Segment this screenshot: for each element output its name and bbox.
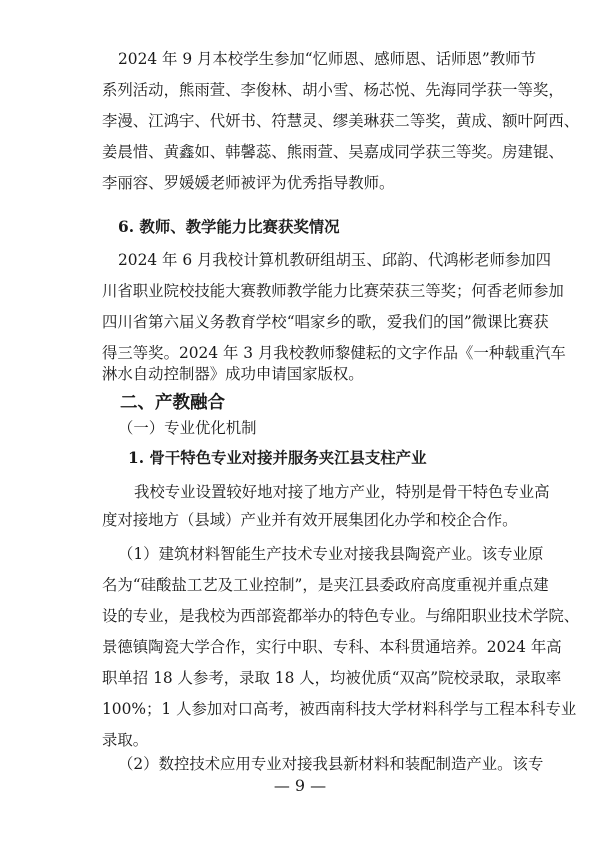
paragraph-line: 景德镇陶瓷大学合作，实行中职、专科、本科贯通培养。2024 年高 (102, 638, 562, 656)
paragraph-line: 2024 年 6 月我校计算机教研组胡玉、邱韵、代鸿彬老师参加四 (118, 251, 552, 269)
paragraph-line: （1）建筑材料智能生产技术专业对接我县陶瓷产业。该专业原 (118, 545, 544, 563)
paragraph-line: 淋水自动控制器》成功申请国家版权。 (102, 365, 364, 383)
paragraph-line: 100%；1 人参加对口高考，被西南科技大学材料科学与工程本科专业 (102, 700, 577, 718)
section-heading: 6. 教师、教学能力比赛获奖情况 (118, 218, 340, 236)
paragraph-line: 名为“硅酸盐工艺及工业控制”，是夹江县委政府高度重视并重点建 (102, 576, 549, 594)
paragraph-line: 2024 年 9 月本校学生参加“忆师恩、感师恩、话师恩”教师节 (118, 50, 536, 68)
paragraph-line: 四川省第六届义务教育学校“唱家乡的歌，爱我们的国”微课比赛获 (102, 313, 549, 331)
subsection-heading: （一）专业优化机制 (118, 419, 257, 437)
paragraph-line: 设的专业，是我校为西部瓷都举办的特色专业。与绵阳职业技术学院、 (102, 607, 580, 625)
page-number: — 9 — (273, 776, 327, 795)
paragraph-line: 度对接地方（县域）产业并有效开展集团化办学和校企合作。 (102, 511, 518, 529)
paragraph-line: 职单招 18 人参考，录取 18 人，均被优质“双高”院校录取，录取率 (102, 669, 562, 687)
paragraph-line: 李丽容、罗媛媛老师被评为优秀指导教师。 (102, 174, 395, 192)
paragraph-line: 系列活动，熊雨萱、李俊林、胡小雪、杨芯悦、先海同学获一等奖， (102, 81, 564, 99)
paragraph-line: 姜晨惜、黄鑫如、韩馨蕊、熊雨萱、吴嘉成同学获三等奖。房建锟、 (102, 143, 564, 161)
paragraph-line: 录取。 (102, 731, 149, 749)
item-heading: 1. 骨干特色专业对接并服务夹江县支柱产业 (128, 449, 427, 467)
paragraph-line: （2）数控技术应用专业对接我县新材料和装配制造产业。该专 (118, 755, 544, 773)
paragraph-line: 得三等奖。2024 年 3 月我校教师黎健耘的文字作品《一种载重汽车 (102, 344, 566, 362)
chapter-heading: 二、产教融合 (120, 393, 225, 413)
paragraph-line: 川省职业院校技能大赛教师教学能力比赛荣获三等奖；何香老师参加 (102, 282, 564, 300)
paragraph-line: 李漫、江鸿宇、代妍书、符慧灵、缪美琳获二等奖，黄成、额叶阿西、 (102, 112, 580, 130)
paragraph-line: 我校专业设置较好地对接了地方产业，特别是骨干特色专业高 (134, 483, 550, 501)
